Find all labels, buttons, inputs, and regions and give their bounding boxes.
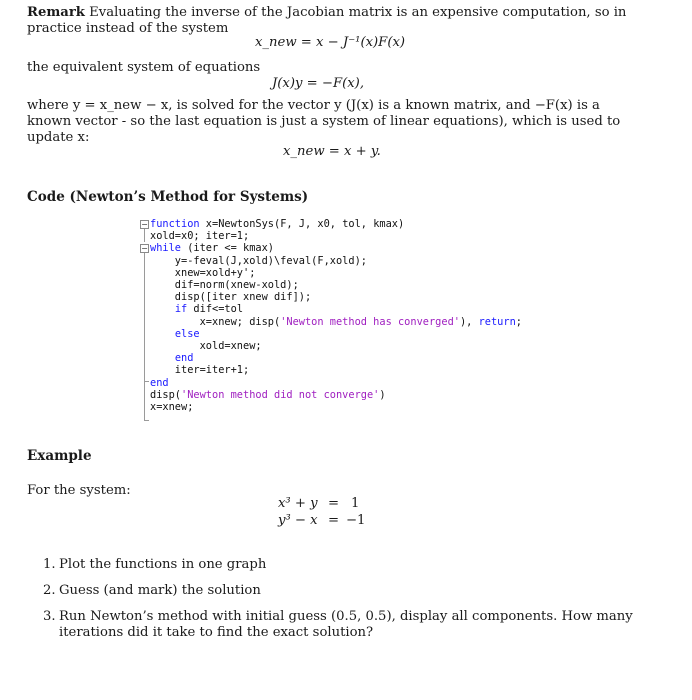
code-text: dif=norm(xnew-xold); bbox=[150, 279, 299, 292]
remark-text: Evaluating the inverse of the Jacobian matrix is an expensive computation, so in practice instead of the system bbox=[27, 5, 627, 36]
code-line bbox=[150, 303, 522, 315]
fold-end-marker bbox=[144, 381, 149, 382]
code-line bbox=[150, 218, 522, 230]
code-line bbox=[150, 328, 522, 340]
code-text: disp( bbox=[150, 388, 181, 401]
equation-system bbox=[270, 496, 390, 530]
code-keyword: return bbox=[478, 315, 516, 328]
fold-guide bbox=[144, 229, 145, 242]
code-keyword: while bbox=[150, 242, 181, 255]
list-number: 2. bbox=[43, 583, 56, 598]
code-line bbox=[150, 401, 522, 413]
list-number: 1. bbox=[43, 557, 56, 572]
code-text: iter=iter+1; bbox=[150, 364, 250, 377]
remark-label: Remark bbox=[27, 5, 85, 20]
fold-guide bbox=[144, 253, 145, 421]
code-line bbox=[150, 340, 522, 352]
code-line bbox=[150, 242, 522, 254]
code-line bbox=[150, 377, 522, 389]
list-item bbox=[43, 609, 633, 641]
equation-update: x_new = x + y. bbox=[283, 144, 381, 159]
example-intro: For the system: bbox=[27, 483, 131, 498]
where-paragraph: where y = x_new − x, is solved for the vector y (J(x) is a known matrix, and −F(x) is a known vector - so the last equation is just a system of linear equations), which is used to update x: bbox=[27, 98, 621, 145]
equation-rhs: −1 bbox=[346, 513, 366, 528]
fold-toggle-function[interactable]: − bbox=[141, 220, 148, 229]
code-text: ) bbox=[379, 388, 386, 401]
code-text: x=xnew; disp( bbox=[150, 315, 281, 328]
code-text: xold=x0; iter=1; bbox=[150, 230, 250, 243]
code-keyword: if bbox=[174, 303, 188, 316]
code-keyword: end bbox=[150, 376, 169, 389]
example-heading: Example bbox=[27, 448, 92, 464]
code-line bbox=[150, 291, 522, 303]
code-block bbox=[138, 218, 538, 418]
code-line bbox=[150, 255, 522, 267]
equation-linear-system: J(x)y = −F(x), bbox=[272, 76, 365, 91]
code-line bbox=[150, 230, 522, 242]
code-keyword: function bbox=[150, 218, 200, 230]
fold-toggle-while[interactable]: − bbox=[141, 244, 148, 253]
code-keyword: end bbox=[174, 352, 194, 365]
code-text bbox=[150, 352, 175, 364]
equation-row bbox=[270, 496, 390, 513]
code-text: disp([iter xnew dif]); bbox=[150, 291, 312, 304]
equation-newton-update: x_new = x − J⁻¹(x)F(x) bbox=[255, 35, 406, 50]
code-line bbox=[150, 316, 522, 328]
code-text bbox=[150, 328, 175, 340]
code-lines bbox=[150, 218, 522, 413]
equation-lhs: y³ − x bbox=[278, 513, 318, 528]
code-text: x=xnew; bbox=[150, 401, 194, 414]
equation-equals: = bbox=[328, 496, 340, 511]
code-text: x=NewtonSys(F, J, x0, tol, kmax) bbox=[199, 218, 405, 230]
code-string: 'Newton method has converged' bbox=[280, 315, 460, 328]
remark-paragraph bbox=[27, 5, 627, 37]
code-text: ), bbox=[459, 315, 479, 328]
code-line bbox=[150, 267, 522, 279]
equation-equals: = bbox=[328, 513, 340, 528]
code-text: dif<=tol bbox=[187, 303, 244, 316]
code-keyword: else bbox=[174, 327, 200, 340]
list-text: Plot the functions in one graph bbox=[59, 557, 267, 572]
code-line bbox=[150, 352, 522, 364]
code-line bbox=[150, 389, 522, 401]
equation-rhs: 1 bbox=[351, 496, 360, 511]
code-text: (iter <= kmax) bbox=[181, 242, 274, 255]
code-line bbox=[150, 364, 522, 376]
code-text: y=-feval(J,xold)\feval(F,xold); bbox=[150, 254, 367, 267]
code-text: xnew=xold+y'; bbox=[150, 266, 256, 279]
list-item bbox=[43, 557, 633, 573]
equivalent-text: the equivalent system of equations bbox=[27, 60, 261, 75]
list-number: 3. bbox=[43, 609, 56, 624]
equation-lhs: x³ + y bbox=[278, 496, 318, 511]
list-text: Guess (and mark) the solution bbox=[59, 583, 261, 598]
code-heading: Code (Newton’s Method for Systems) bbox=[27, 189, 309, 205]
list-text: Run Newton’s method with initial guess (0.5, 0.5), display all components. How many iterations did it take to find the exact solution? bbox=[59, 609, 633, 640]
equation-row bbox=[270, 513, 390, 530]
code-line bbox=[150, 279, 522, 291]
code-text: xold=xnew; bbox=[150, 340, 262, 353]
code-string: 'Newton method did not converge' bbox=[181, 388, 380, 401]
code-text bbox=[150, 303, 175, 315]
code-text: ; bbox=[515, 315, 522, 328]
list-item bbox=[43, 583, 633, 599]
fold-end-marker bbox=[144, 420, 149, 421]
